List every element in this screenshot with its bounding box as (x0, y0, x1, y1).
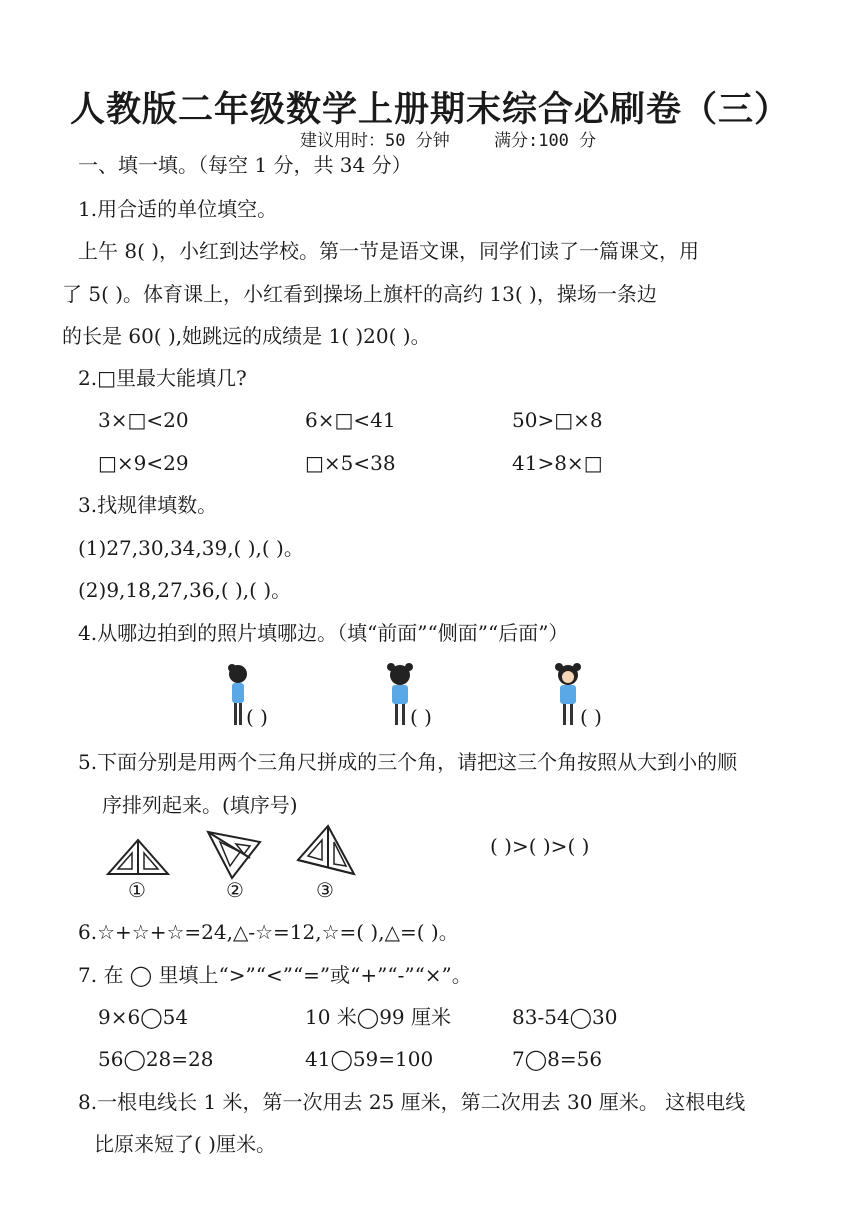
q7-item: 41◯59=100 (305, 1047, 434, 1071)
full-score: 满分:100 分 (493, 131, 597, 151)
q3-part1: (1)27,30,34,39,( ),( )。 (78, 536, 304, 560)
exam-info (300, 126, 596, 151)
q2-item: 6×□<41 (305, 408, 396, 432)
q5-line1: 5.下面分别是用两个三角尺拼成的三个角，请把这三个角按照从大到小的顺 (78, 750, 738, 774)
section-heading: 一、填一填。（每空 1 分，共 34 分） (78, 153, 412, 177)
q3-title: 3.找规律填数。 (78, 493, 218, 517)
q2-item: □×9<29 (98, 451, 189, 475)
q7-item: 7◯8=56 (512, 1047, 603, 1071)
angle-label-3: ③ (316, 878, 334, 902)
q8-line2: 比原来短了( )厘米。 (94, 1132, 276, 1156)
q7-item: 9×6◯54 (98, 1005, 189, 1029)
q5-answer-blanks: ( )>( )>( ) (490, 834, 590, 858)
q3-part2: (2)9,18,27,36,( ),( )。 (78, 578, 292, 602)
q4-blank-1: ( ) (246, 705, 268, 729)
q1-line2: 了 5( )。体育课上，小红看到操场上旗杆的高约 13( )，操场一条边 (62, 282, 657, 306)
q2-item: 41>8×□ (512, 451, 603, 475)
time-limit: 建议用时：50 分钟 (300, 131, 450, 151)
angle-label-1: ① (128, 878, 146, 902)
q4-title: 4.从哪边拍到的照片填哪边。（填“前面”“侧面”“后面”） (78, 621, 569, 645)
q2-item: 3×□<20 (98, 408, 189, 432)
q4-blank-3: ( ) (580, 705, 602, 729)
page-title: 人教版二年级数学上册期末综合必刷卷（三） (69, 90, 790, 130)
set-square-angle-3-icon (294, 822, 358, 878)
q6: 6.☆+☆+☆=24,△-☆=12,☆=( ),△=( )。 (78, 920, 459, 944)
q8-line1: 8.一根电线长 1 米，第一次用去 25 厘米，第二次用去 30 厘米。 这根电线 (78, 1090, 746, 1114)
q7-title: 7. 在 ◯ 里填上“>”“<”“=”或“+”“-”“×”。 (78, 963, 472, 987)
q7-item: 56◯28=28 (98, 1047, 214, 1071)
set-square-angle-2-icon (204, 828, 268, 882)
q1-line3: 的长是 60( ),她跳远的成绩是 1( )20( )。 (62, 324, 431, 348)
q4-blank-2: ( ) (410, 705, 432, 729)
q2-item: □×5<38 (305, 451, 396, 475)
q1-title: 1.用合适的单位填空。 (78, 197, 278, 221)
q2-item: 50>□×8 (512, 408, 603, 432)
set-square-angle-1-icon (104, 836, 172, 878)
q7-item: 10 米◯99 厘米 (305, 1005, 451, 1029)
q1-line1: 上午 8( )，小红到达学校。第一节是语文课，同学们读了一篇课文，用 (78, 239, 700, 263)
q5-line2: 序排列起来。(填序号) (102, 793, 298, 817)
angle-label-2: ② (226, 878, 244, 902)
q7-item: 83-54◯30 (512, 1005, 618, 1029)
q2-title: 2.□里最大能填几? (78, 366, 247, 390)
